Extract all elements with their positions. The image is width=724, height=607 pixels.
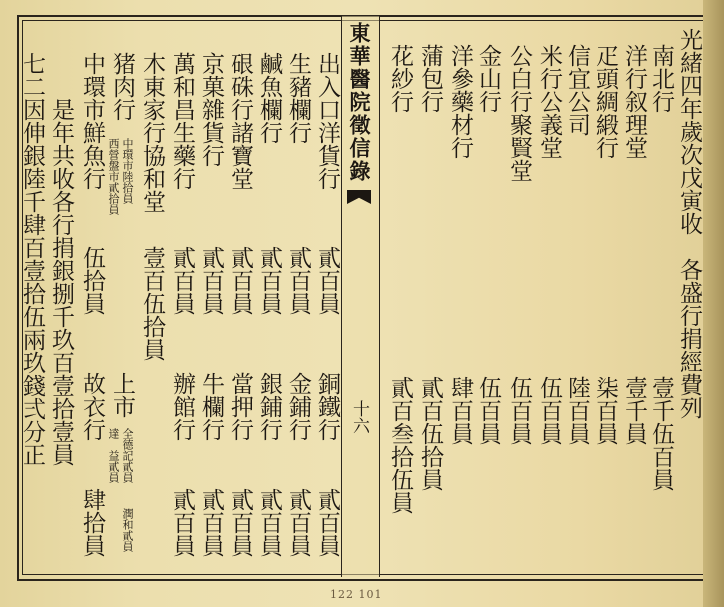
page-fold-edge — [703, 0, 724, 607]
trade-name: 故衣行 — [79, 372, 105, 441]
trade-amount: 肆拾員 — [79, 488, 105, 557]
entry-name: 金山行 — [475, 44, 501, 113]
trade-name: 木東家行協和堂 — [139, 52, 165, 213]
trade-amount: 貳百員 — [169, 246, 195, 315]
trade-amount: 貳百員 — [256, 246, 282, 315]
trade-name: 辦館行 — [169, 372, 195, 441]
entry-amount: 伍百員 — [506, 376, 532, 445]
page-number: 十六 — [349, 400, 369, 434]
entry-name: 疋頭綢緞行 — [592, 44, 618, 159]
market-note: 中環市陸拾員 — [121, 138, 134, 204]
entry-amount: 貳百伍拾員 — [417, 376, 443, 491]
book-title: 東華醫院徵信錄 — [347, 22, 372, 183]
entry-amount: 陸百員 — [564, 376, 590, 445]
trade-amount: 貳百員 — [285, 246, 311, 315]
trade-name: 牛欄行 — [198, 372, 224, 441]
entry-name: 米行公義堂 — [536, 44, 562, 159]
entry-amount: 壹千伍百員 — [648, 376, 674, 491]
trade-name: 猪肉行 — [109, 52, 135, 121]
entry-amount: 貳百叁拾伍員 — [387, 376, 413, 514]
trade-name: 生豬欄行 — [285, 52, 311, 144]
trade-name: 當押行 — [227, 372, 253, 441]
trade-name: 中環市鮮魚行 — [79, 52, 105, 190]
trade-name: 上市 — [109, 372, 135, 418]
trade-amount: 伍拾員 — [79, 246, 105, 315]
entry-name: 南北行 — [648, 44, 674, 113]
trade-amount: 貳百員 — [169, 488, 195, 557]
shop-note: 潤和貳員 — [121, 508, 134, 552]
entry-name: 公白行聚賢堂 — [506, 44, 532, 182]
entry-amount: 壹千員 — [621, 376, 647, 445]
trade-amount: 貳百員 — [256, 488, 282, 557]
entry-name: 蒲包行 — [417, 44, 443, 113]
trade-name: 京菓雜貨行 — [198, 52, 224, 167]
entry-amount: 伍百員 — [475, 376, 501, 445]
trade-amount: 壹百伍拾員 — [139, 246, 165, 361]
entry-name: 信宜公司 — [564, 44, 590, 136]
silver-conversion: 七二因伸銀陸千肆百壹拾伍兩玖錢弍分正 — [19, 52, 45, 466]
trade-name: 硍硃行諸寶堂 — [227, 52, 253, 190]
trade-amount: 貳百員 — [198, 488, 224, 557]
archive-mark: 122 101 — [330, 588, 383, 601]
trade-amount: 貳百員 — [198, 246, 224, 315]
trade-name: 鹹魚欄行 — [256, 52, 282, 144]
right-heading: 光緒四年歲次戊寅收 各盛行捐經費列 — [676, 28, 702, 419]
trade-amount: 貳百員 — [227, 488, 253, 557]
annual-total: 是年共收各行捐銀捌千玖百壹拾壹員 — [48, 98, 74, 466]
trade-amount: 貳百員 — [314, 246, 340, 315]
market-note: 西營盤市貳拾員 — [107, 138, 120, 215]
trade-name: 銀鋪行 — [256, 372, 282, 441]
trade-amount: 貳百員 — [285, 488, 311, 557]
trade-amount: 貳百員 — [227, 246, 253, 315]
trade-name: 金鋪行 — [285, 372, 311, 441]
entry-name: 洋參藥材行 — [447, 44, 473, 159]
trade-amount: 貳百員 — [314, 488, 340, 557]
trade-name: 萬和昌生藥行 — [169, 52, 195, 190]
entry-amount: 柒百員 — [592, 376, 618, 445]
trade-name: 銅鐵行 — [314, 372, 340, 441]
trade-name: 出入口洋貨行 — [314, 52, 340, 190]
entry-amount: 伍百員 — [536, 376, 562, 445]
shop-note: 達 益貳員 — [107, 428, 120, 483]
entry-amount: 肆百員 — [447, 376, 473, 445]
entry-name: 花紗行 — [387, 44, 413, 113]
shop-note: 全德記貳員 — [121, 428, 134, 483]
entry-name: 洋行叙理堂 — [621, 44, 647, 159]
